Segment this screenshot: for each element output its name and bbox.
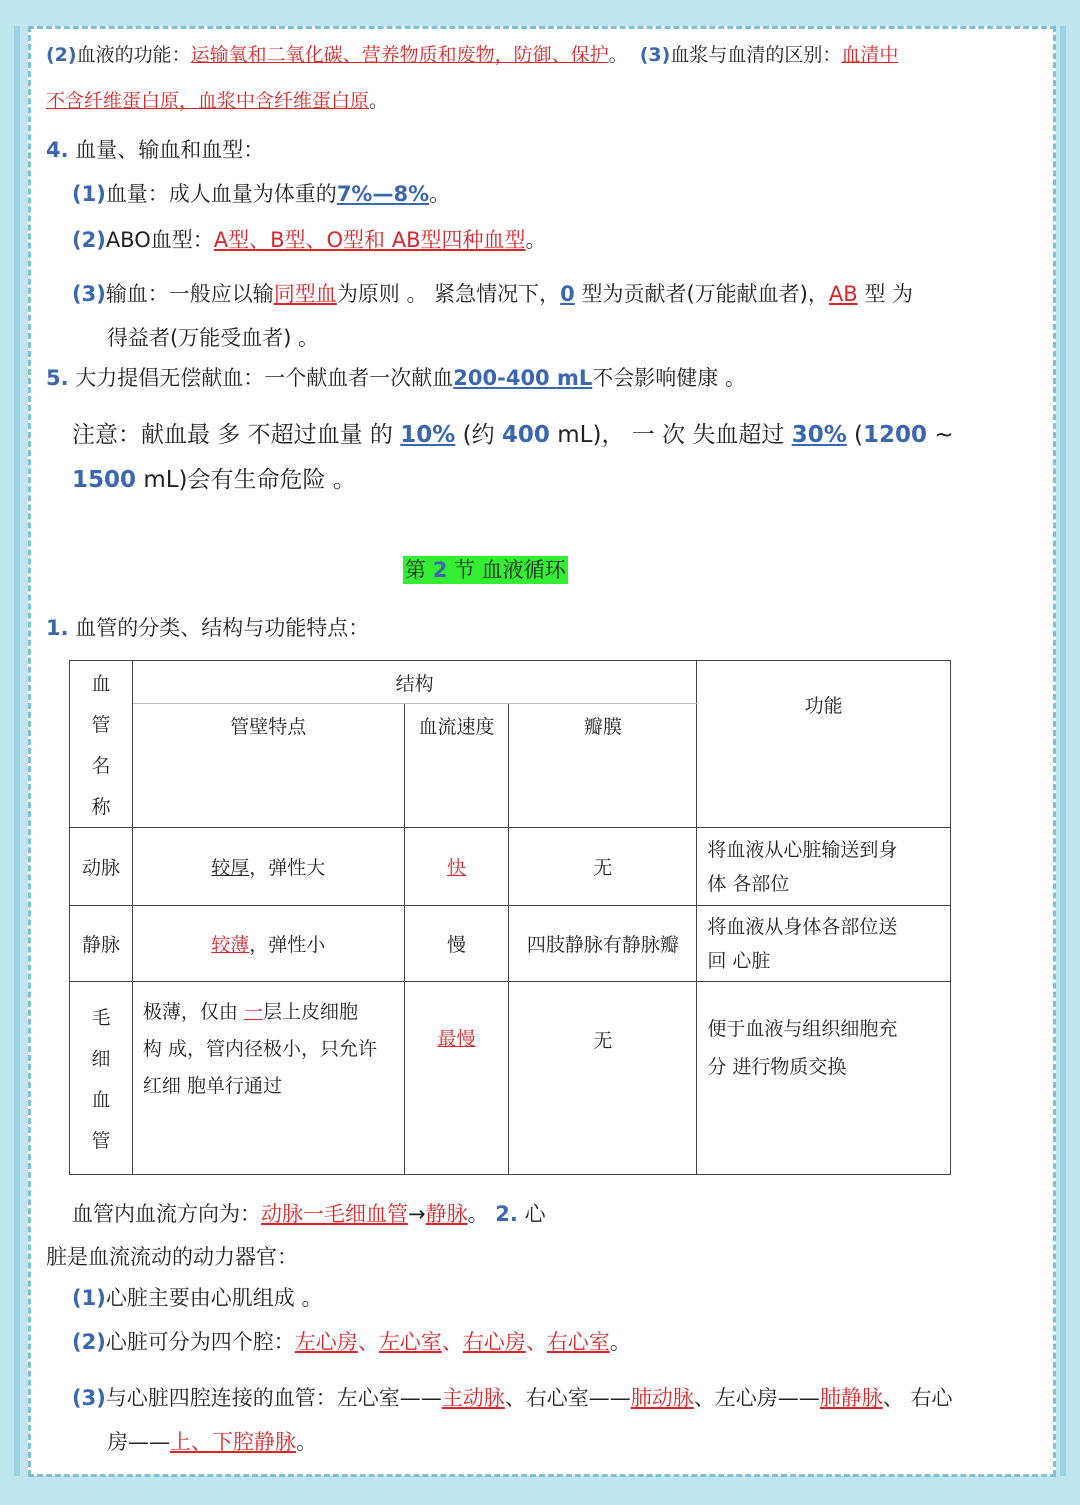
function-text: 将血液从身体各部位送 [707,915,898,938]
punct: 。 [608,44,628,66]
name-char: 管 [91,1130,111,1152]
note-number: 1200 [863,422,928,448]
wall-text: 构 成，管内径极小，只允许 [142,1038,377,1060]
answer-text: AB [828,282,858,306]
punct: 。 [296,1430,317,1454]
left-frame-bar [14,26,20,1476]
answer-text: 上、下腔静脉 [170,1430,296,1454]
wall-key: 较厚 [211,857,250,879]
header-function: 功能 [697,661,951,828]
function-text: 将血液从心脏输送到身 [707,838,898,861]
item-text: 、 右心 [882,1386,953,1410]
header-char: 名 [91,755,111,777]
answer-text: 主动脉 [441,1386,505,1410]
answer-text: 一 [243,1001,263,1023]
note-line-1 [72,421,954,449]
punct: 。 [429,182,451,206]
answer-text: 7%—8% [336,182,430,206]
valve-cell: 四肢静脉有静脉瓣 [509,906,697,982]
item-text: 脏是血流流动的动力器官： [46,1245,298,1269]
vessel-name: 静脉 [70,906,133,982]
answer-text: 10% [400,422,456,448]
speed-cell: 慢 [404,906,509,982]
answer-text: 血清中 [841,44,899,66]
right-dashed-border [1053,26,1056,1476]
item-text: 血浆与血清的区别： [670,44,842,66]
wall-cell [132,906,404,982]
answer-text: 动脉一毛细血管 [261,1202,408,1226]
section-name: 节 血液循环 [447,558,566,582]
item-text: 血液的功能： [76,44,191,66]
top-dashed-border [28,26,1056,29]
answer-text: 肺动脉 [630,1386,694,1410]
vessel-name [70,982,133,1175]
item-label: (3) [72,282,106,306]
bottom-dashed-border [28,1474,1056,1477]
wall-text: 极薄，仅由 [142,1001,244,1023]
function-text: 体 各部位 [707,872,790,895]
item-label: (1) [72,1286,106,1310]
wall-text: ，弹性大 [249,857,326,879]
header-speed: 血流速度 [404,704,509,828]
blood-function-line [46,41,898,69]
item-label: (2) [72,1330,106,1354]
punct: 。 [467,1202,496,1226]
item-text: ABO血型： [105,228,214,252]
wall-text: 层上皮细胞 [262,1001,358,1023]
heart-item-3 [72,1384,953,1412]
flow-line-2 [46,1243,298,1271]
note-text: 注意：献血最 多 不超过血量 的 [72,422,401,448]
section-title: 血管的分类、结构与功能特点： [75,616,370,640]
heart-item-2 [72,1328,631,1356]
heart-item-3-line-2 [107,1428,317,1456]
function-cell [697,828,951,906]
section-number: 1. [46,616,69,640]
item-label: (3) [72,1386,106,1410]
sub-1-heading [46,614,369,642]
answer-text: 最慢 [437,1028,476,1050]
name-char: 细 [91,1048,111,1070]
item-text: 大力提倡无偿献血：一个献血者一次献血 [75,366,454,390]
item-text: 血量：成人血量为体重的 [105,182,337,206]
item-text: 输血：一般应以输 [105,282,274,306]
punct: 、 [441,1330,463,1354]
header-char: 称 [91,796,111,818]
answer-text: 右心室 [546,1330,610,1354]
punct: 。 [609,1330,631,1354]
wall-cell [132,828,404,906]
note-text: (约 [455,422,502,448]
answer-text: 200-400 mL [453,366,593,390]
section-5-line [46,364,746,392]
note-text: ~ [927,422,954,448]
blood-volume-line [72,180,450,208]
right-frame-bar [1060,26,1066,1476]
item-text: 得益者(万能受血者) 。 [107,326,320,350]
punct: 。 [369,90,389,112]
speed-cell [404,828,509,906]
vessel-name: 动脉 [70,828,133,906]
function-text: 便于血液与组织细胞充 [707,1018,898,1040]
transfusion-line-2 [107,324,319,352]
flow-line [72,1200,546,1228]
punct: 、 [525,1330,547,1354]
section-number: 5. [46,366,69,390]
item-text: 血管内血流方向为： [72,1202,261,1226]
wall-text: ，弹性小 [249,934,326,956]
item-text: 、右心室—— [504,1386,631,1410]
answer-text: 快 [446,857,466,879]
section-num: 2 [432,558,448,582]
function-cell [697,906,951,982]
answer-text: 左心房 [294,1330,358,1354]
answer-text: 运输氧和二氧化碳、营养物质和废物，防御、保护 [190,44,609,66]
valve-cell: 无 [509,828,697,906]
item-text: 型 为 [857,282,913,306]
item-text: 心脏可分为四个腔： [105,1330,295,1354]
note-text: mL)， 一 次 失血超过 [549,422,792,448]
answer-text: 0 [560,282,575,306]
left-dashed-border [28,26,31,1476]
answer-text: 右心房 [462,1330,526,1354]
answer-text: 肺静脉 [819,1386,883,1410]
section-title: 血量、输血和血型： [75,138,265,162]
answer-text: 30% [791,422,847,448]
note-number: 400 [501,422,550,448]
name-char: 毛 [91,1007,111,1029]
answer-text: 不含纤维蛋白原，血浆中含纤维蛋白原 [46,90,370,112]
function-text: 分 进行物质交换 [707,1056,847,1078]
item-text: 不会影响健康 。 [592,366,746,390]
name-char: 血 [91,1089,111,1111]
blood-vessel-table [69,660,951,1175]
wall-text: 红细 胞单行通过 [142,1075,282,1097]
note-text: mL)会有生命危险 。 [136,467,356,493]
heart-item-1 [72,1284,323,1312]
plasma-serum-line [46,87,388,115]
note-line-2 [72,466,356,494]
answer-text: 左心室 [378,1330,442,1354]
note-number: 1500 [72,467,137,493]
item-label: (2) [46,44,77,66]
item-label: (3) [639,44,671,66]
table-row [70,828,951,906]
section-number: 4. [46,138,69,162]
item-text: 型为贡献者(万能献血者)， [574,282,829,306]
abo-line [72,226,547,254]
function-text: 回 心脏 [707,949,771,972]
answer-text: A型、B型、O型和 AB型四种血型 [213,228,526,252]
answer-text: 较薄 [211,934,250,956]
section-number: 2. [495,1202,518,1226]
item-label: (1) [72,182,106,206]
valve-cell: 无 [509,982,697,1175]
section-heading-highlight [403,556,568,584]
item-text: 为原则 。 紧急情况下， [336,282,561,306]
answer-text: 静脉 [425,1202,468,1226]
note-text: ( [846,422,864,448]
wall-cell [132,982,404,1175]
item-text: 心脏主要由心肌组成 。 [105,1286,323,1310]
section-prefix: 第 [405,558,433,582]
item-text: 房—— [107,1430,170,1454]
function-cell [697,982,951,1175]
punct: 。 [525,228,547,252]
header-char: 管 [91,714,111,736]
arrow-icon: → [408,1202,426,1226]
transfusion-line [72,280,913,308]
item-text: 心 [517,1202,546,1226]
header-structure: 结构 [132,661,696,704]
table-row [70,906,951,982]
item-label: (2) [72,228,106,252]
header-wall: 管壁特点 [132,704,404,828]
header-vessel-name [70,661,133,828]
item-text: 、左心房—— [693,1386,820,1410]
punct: 、 [357,1330,379,1354]
table-row [70,982,951,1175]
header-valve: 瓣膜 [509,704,697,828]
section-4-heading [46,136,264,164]
answer-text: 同型血 [273,282,337,306]
header-char: 血 [91,673,111,695]
item-text: 与心脏四腔连接的血管：左心室—— [105,1386,442,1410]
speed-cell [404,982,509,1175]
